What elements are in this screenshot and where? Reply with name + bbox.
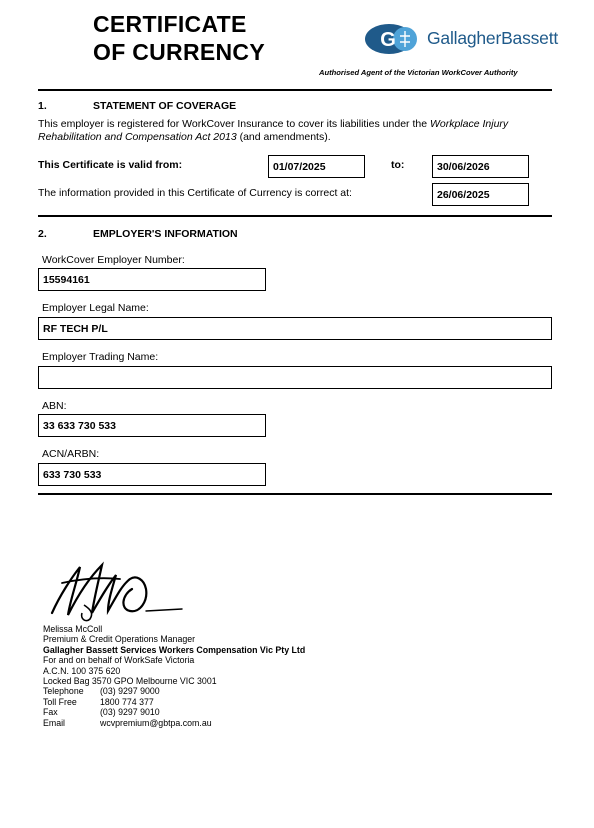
signatory-block [43,624,305,728]
logo-wordmark: GallagherBassett [427,28,559,48]
divider [38,493,552,495]
coverage-statement [38,118,558,144]
divider [38,215,552,217]
signatory-name: Melissa McColl [43,624,103,634]
coverage-text-end: (and amendments). [236,131,331,143]
contact-label: Fax [43,707,58,718]
signatory-address: Locked Bag 3570 GPO Melbourne VIC 3001 [43,676,217,687]
abn-label: ABN: [42,400,67,412]
valid-from-label: This Certificate is valid from: [38,159,183,171]
coverage-act-name: Workplace Injury Rehabilitation and Compensation Act 2013 [38,118,509,143]
section-1-number: 1. [38,100,47,112]
section-2-heading: EMPLOYER'S INFORMATION [93,228,238,240]
contact-value: (03) 9297 9000 [100,686,160,697]
contact-row [43,686,305,696]
divider [38,89,552,91]
title-line-1: CERTIFICATE [93,11,247,37]
legal-name-label: Employer Legal Name: [42,302,149,314]
acn-label: ACN/ARBN: [42,448,100,460]
signature [50,555,190,625]
correct-at-field: 26/06/2025 [432,183,529,206]
signatory-acn: A.C.N. 100 375 620 [43,665,121,676]
abn-field: 33 633 730 533 [38,414,266,437]
agent-note: Authorised Agent of the Victorian WorkCover Authority [319,68,518,77]
section-2-number: 2. [38,228,47,240]
contact-row [43,718,305,728]
logo-mark-icon [362,20,426,58]
coverage-text-start: This employer is registered for WorkCover Insurance to cover its liabilities under the [38,118,430,130]
trading-name-label: Employer Trading Name: [42,351,159,363]
valid-from-field: 01/07/2025 [268,155,365,178]
email-link[interactable]: wcvpremium@gbtpa.com.au [100,717,212,728]
valid-to-label: to: [391,159,405,171]
signatory-position: Premium & Credit Operations Manager [43,634,196,645]
signatory-company: Gallagher Bassett Services Workers Compensation Vic Pty Ltd [43,644,306,655]
svg-text:G: G [380,29,396,51]
contact-value: (03) 9297 9010 [100,707,160,718]
title-line-2: OF CURRENCY [93,39,265,65]
document-title [93,10,265,66]
section-1-heading: STATEMENT OF COVERAGE [93,100,237,112]
employer-number-label: WorkCover Employer Number: [42,254,185,266]
contact-value: 1800 774 377 [100,696,154,707]
valid-to-field: 30/06/2026 [432,155,529,178]
legal-name-field: RF TECH P/L [38,317,552,340]
trading-name-field [38,366,552,389]
contact-row [43,697,305,707]
handwritten-signature-icon [50,555,190,625]
acn-field: 633 730 533 [38,463,266,486]
correct-at-label: The information provided in this Certificate of Currency is correct at: [38,187,352,199]
contact-label: Telephone [43,686,84,697]
contact-label: Toll Free [43,696,77,707]
employer-number-field: 15594161 [38,268,266,291]
contact-label: Email [43,717,65,728]
signatory-on-behalf: For and on behalf of WorkSafe Victoria [43,655,195,666]
contact-row [43,707,305,717]
